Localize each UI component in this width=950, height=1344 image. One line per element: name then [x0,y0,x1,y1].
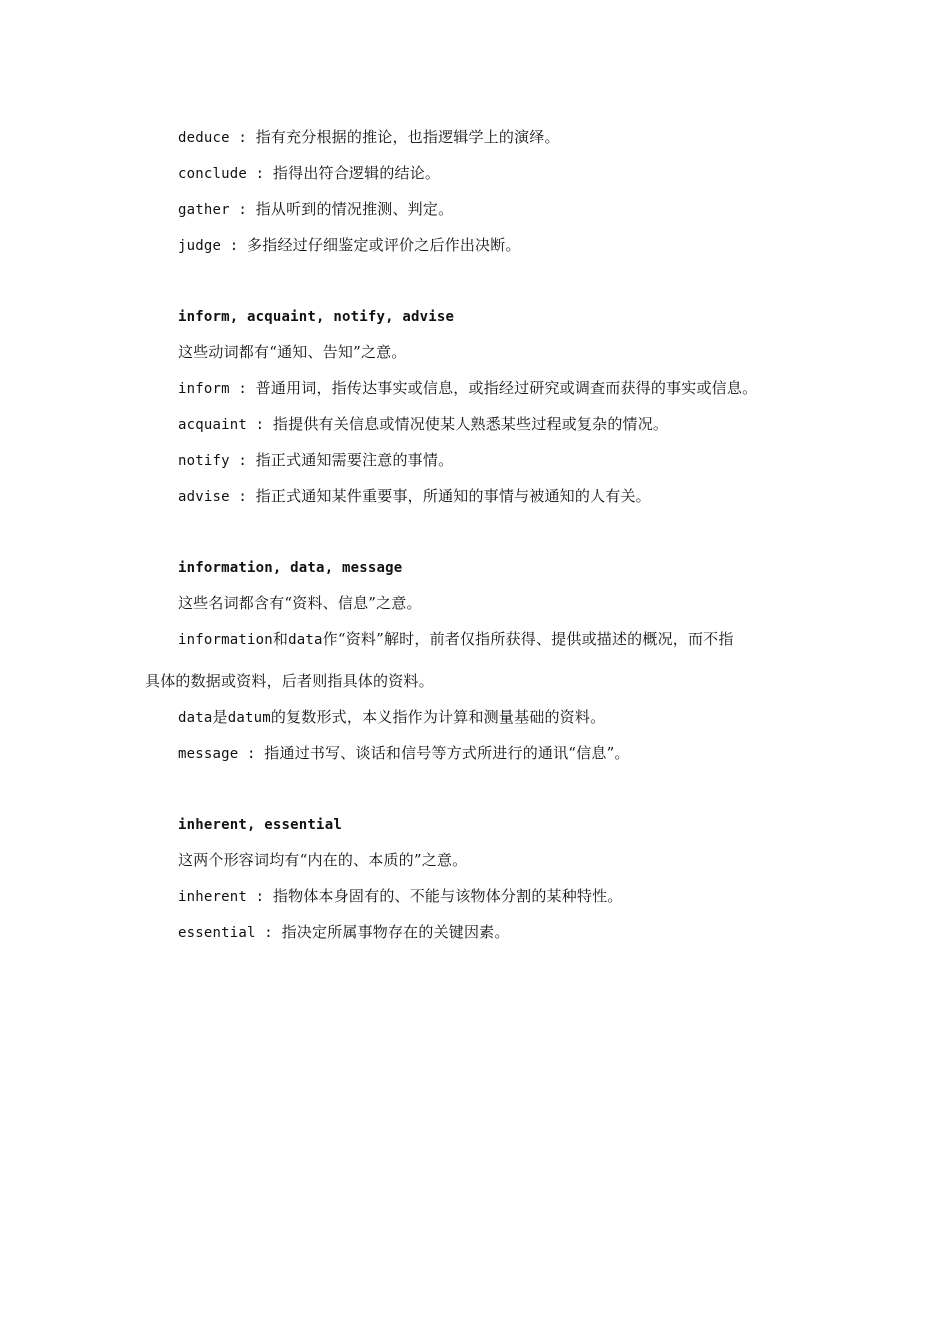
section-intro: 这些名词都含有“资料、信息”之意。 [178,594,422,612]
entry-definition: 指提供有关信息或情况使某人熟悉某些过程或复杂的情况。 [272,415,669,433]
entry-essential [178,922,510,943]
entry-separator: : [229,489,256,505]
entry-separator: : [229,130,256,146]
section-heading: inherent, essential [178,817,342,833]
entry-separator: : [229,202,256,218]
entry-definition: 指通过书写、谈话和信号等方式所进行的通讯“信息”。 [264,744,630,762]
entry-separator: : [247,417,273,433]
entry-separator: : [238,746,265,762]
section-intro: 这些动词都有“通知、告知”之意。 [178,343,407,361]
entry-term: notify [178,453,230,469]
section-heading: information, data, message [178,560,403,576]
entry-definition: 多指经过仔细鉴定或评价之后作出决断。 [247,236,521,254]
entry-term: conclude [178,166,248,182]
inline-term: data [288,632,323,648]
entry-definition: 指有充分根据的推论，也指逻辑学上的演绎。 [255,128,560,146]
inline-text: 和 [272,630,289,648]
entry-deduce [178,127,560,148]
entry-separator: : [229,453,256,469]
entry-term: gather [178,202,230,218]
entry-definition: 指决定所属事物存在的关键因素。 [281,923,510,941]
paragraph-continuation: 具体的数据或资料，后者则指具体的资料。 [145,672,434,690]
entry-term: deduce [178,130,230,146]
paragraph-data-datum [178,707,605,728]
entry-advise [178,486,651,507]
section-heading: inform, acquaint, notify, advise [178,309,455,325]
inline-text: 作“资料”解时，前者仅指所获得、提供或描述的概况，而不指 [322,630,734,648]
entry-separator: : [229,381,256,397]
entry-separator: : [247,889,273,905]
entry-separator: : [255,925,282,941]
entry-inherent [178,886,623,907]
entry-term: message [178,746,239,762]
entry-definition: 指正式通知需要注意的事情。 [255,451,454,469]
inline-text: 的复数形式，本义指作为计算和测量基础的资料。 [270,708,606,726]
entry-term: inherent [178,889,248,905]
entry-definition: 普通用词，指传达事实或信息，或指经过研究或调查而获得的事实或信息。 [255,379,758,397]
entry-definition: 指从听到的情况推测、判定。 [255,200,454,218]
entry-definition: 指正式通知某件重要事，所通知的事情与被通知的人有关。 [255,487,651,505]
entry-acquaint [178,414,668,435]
entry-definition: 指物体本身固有的、不能与该物体分割的某种特性。 [272,887,623,905]
entry-conclude [178,163,440,184]
entry-notify [178,450,453,471]
inline-text: 是 [212,708,228,726]
inline-term: information [178,632,273,648]
entry-term: acquaint [178,417,248,433]
entry-definition: 指得出符合逻辑的结论。 [272,164,441,182]
entry-term: essential [178,925,256,941]
entry-term: inform [178,381,230,397]
inline-term: data [178,710,213,726]
entry-separator: : [247,166,273,182]
entry-term: advise [178,489,230,505]
entry-separator: : [221,238,248,254]
section-intro: 这两个形容词均有“内在的、本质的”之意。 [178,851,468,869]
entry-gather [178,199,453,220]
inline-term: datum [227,710,271,726]
entry-message [178,743,630,764]
entry-inform [178,378,757,399]
entry-judge [178,235,521,256]
paragraph-information-data [178,629,734,650]
entry-term: judge [178,238,222,254]
